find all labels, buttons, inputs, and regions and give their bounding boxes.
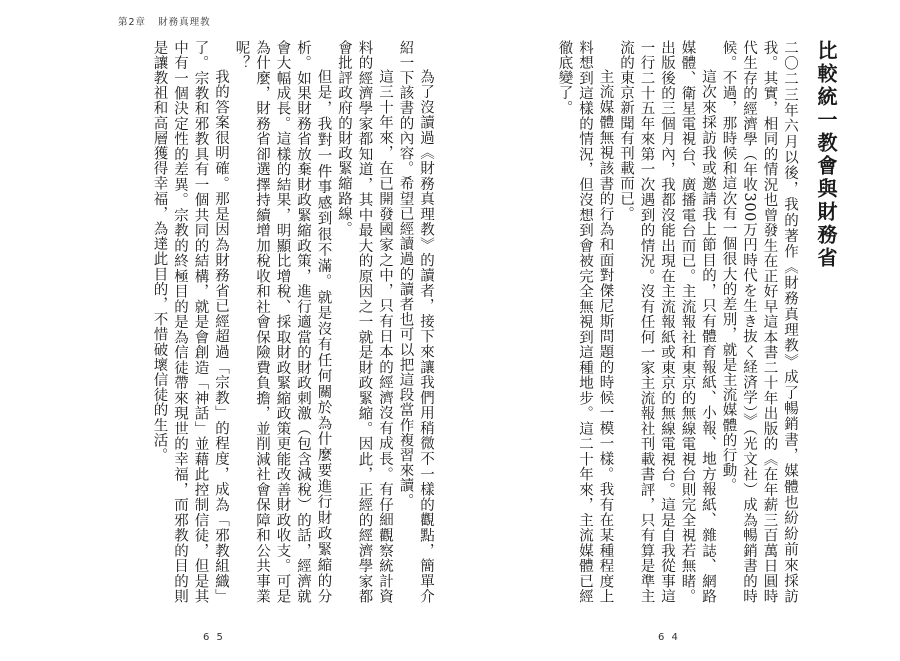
right-page-body — [480, 40, 840, 604]
page-number-right: 6 4 — [658, 632, 680, 643]
page-number-left: 6 5 — [203, 632, 225, 643]
running-header — [118, 14, 219, 28]
section-title: 比較統一教會與財務省 — [814, 40, 838, 270]
chapter-label: 第2章 — [118, 17, 147, 28]
paragraph: 為了沒讀過《財務真理教》的讀者，接下來讓我們用稍微不一樣的觀點，簡單介紹一下該書的內容。希望已經讀過的讀者也可以把這段當作複習來讀。 — [397, 40, 434, 604]
paragraph: 但是，我對一件事感到很不滿。就是沒有任何關於為什麼要進行財政緊縮的分析。如果財務省放棄財政緊縮政策，進行適當的財政刺激（包含減稅）的話，經濟就會大幅成長。這樣的結果，明顯比增稅、採取財政緊縮政策更能改善財政收支。可是為什麼，財務省卻選擇持續增加稅收和社會保險費負擔，並削減社會保障和公共事業呢？ — [233, 40, 332, 604]
right-page — [450, 0, 900, 661]
paragraph: 二〇二三年六月以後，我的著作《財務真理教》成了暢銷書，媒體也紛紛前來採訪我。其實，相同的情況也曾發生在正好早這本書二十年出版的《在年薪三百萬日圓時代生存的經濟學（年收300万円時代を生き抜く経済学）》（光文社）成為暢銷書的時候。不過，那時候和這次有一個很大的差別，就是主流媒體的行動。 — [720, 40, 798, 604]
chapter-title: 財務真理教 — [158, 17, 211, 28]
paragraph: 主流媒體無視該書的行為和面對傑尼斯問題的時候一模一樣。我有在某種程度上料想到這樣的情況，但沒想到會被完全無視到這種地步。這二十年來，主流媒體已經徹底變了。 — [556, 40, 614, 604]
paragraph: 這三十年來，在已開發國家之中，只有日本的經濟沒有成長。有仔細觀察統計資料的經濟學家都知道，其中最大的原因之一就是財政緊縮。因此，正經的經濟學家都會批評政府的財政緊縮路線。 — [336, 40, 393, 604]
left-page-body — [71, 40, 436, 604]
paragraph: 我的答案很明確。那是因為財務省已經超過「宗教」的程度，成為「邪教組織」了。宗教和邪教具有一個共同的結構，就是會創造「神話」並藉此控制信徒，但是其中有一個決定性的差異。宗教的終極目的是為信徒帶來現世的幸福，而邪教的目的則是讓教祖和高層獲得幸福，為達此目的，不惜破壞信徒的生活。 — [151, 40, 229, 604]
paragraph: 這次來採訪我或邀請我上節目的，只有體育報紙、小報、地方報紙、雜誌、網路媒體、衛星電視台、廣播電台而已。主流報社和東京的無線電視台則完全視若無睹。出版後的三個月內，我都沒能出現在主流報紙或東京的無線電視台。這是自我從事這一行二十五年來第一次遇到的情況。沒有任何一家主流報社刊載書評，只有算是準主流的東京新聞有刊載而已。 — [618, 40, 716, 604]
